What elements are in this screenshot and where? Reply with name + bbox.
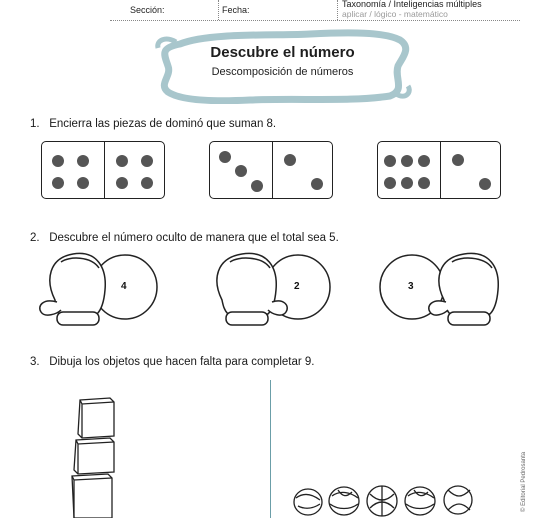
domino-pip [311, 178, 323, 190]
title-banner [150, 26, 415, 104]
question-number: 3. [30, 356, 40, 368]
domino-pip [284, 154, 296, 166]
domino-pip [77, 155, 89, 167]
mitten-ball-group [35, 250, 165, 330]
domino-piece[interactable] [209, 141, 333, 199]
cube-icon [74, 438, 114, 474]
domino-pip [141, 177, 153, 189]
header-separator [218, 0, 219, 20]
mitten-icon [429, 253, 498, 325]
question-text: Encierra las piezas de dominó que suman 8. [49, 118, 277, 130]
domino-pip [141, 155, 153, 167]
domino-pip [384, 177, 396, 189]
section-label: Sección: [130, 5, 165, 15]
header-separator [337, 0, 338, 20]
question-text: Descubre el número oculto de manera que el total sea 5. [49, 232, 339, 244]
domino-pip [401, 177, 413, 189]
marble-icon [329, 487, 359, 515]
domino-pip [452, 154, 464, 166]
date-label: Fecha: [222, 5, 250, 15]
domino-pip [479, 178, 491, 190]
domino-pip [384, 155, 396, 167]
marble-row [292, 480, 492, 518]
marble-icon [405, 487, 435, 515]
cube-stack [60, 392, 130, 518]
domino-pip [418, 177, 430, 189]
header-underline [110, 20, 520, 21]
domino-pip [52, 177, 64, 189]
question-number: 2. [30, 232, 40, 244]
domino-pip [77, 177, 89, 189]
question-2 [30, 232, 339, 244]
marble-icon [294, 489, 322, 515]
cube-icon [78, 398, 114, 438]
domino-pip [251, 180, 263, 192]
question-3 [30, 356, 315, 368]
publisher-credit: © Editorial Pedrosanta [521, 451, 527, 512]
domino-piece[interactable] [41, 141, 165, 199]
cube-icon [72, 474, 112, 518]
domino-pip [401, 155, 413, 167]
question-number: 1. [30, 118, 40, 130]
marble-icon [444, 486, 472, 514]
hidden-number-value: 4 [121, 281, 127, 292]
domino-pip [418, 155, 430, 167]
domino-pip [116, 155, 128, 167]
mitten-icon [40, 253, 105, 325]
domino-pip [52, 155, 64, 167]
question-1 [30, 118, 276, 130]
domino-pip [116, 177, 128, 189]
taxonomy-subtitle: aplicar / lógico - matemático [342, 9, 448, 19]
page-title: Descubre el número [210, 44, 355, 61]
domino-pip [235, 165, 247, 177]
domino-piece[interactable] [377, 141, 501, 199]
column-divider [270, 380, 271, 518]
hidden-number-value: 2 [294, 281, 300, 292]
question-text: Dibuja los objetos que hacen falta para completar 9. [49, 356, 315, 368]
taxonomy-title: Taxonomía / Inteligencias múltiples [342, 0, 482, 9]
hidden-number-value: 3 [408, 281, 414, 292]
marble-icon [367, 486, 397, 516]
domino-pip [219, 151, 231, 163]
mitten-ball-group [210, 250, 340, 330]
page-subtitle: Descomposición de números [211, 66, 354, 78]
mitten-ball-group [378, 250, 508, 330]
